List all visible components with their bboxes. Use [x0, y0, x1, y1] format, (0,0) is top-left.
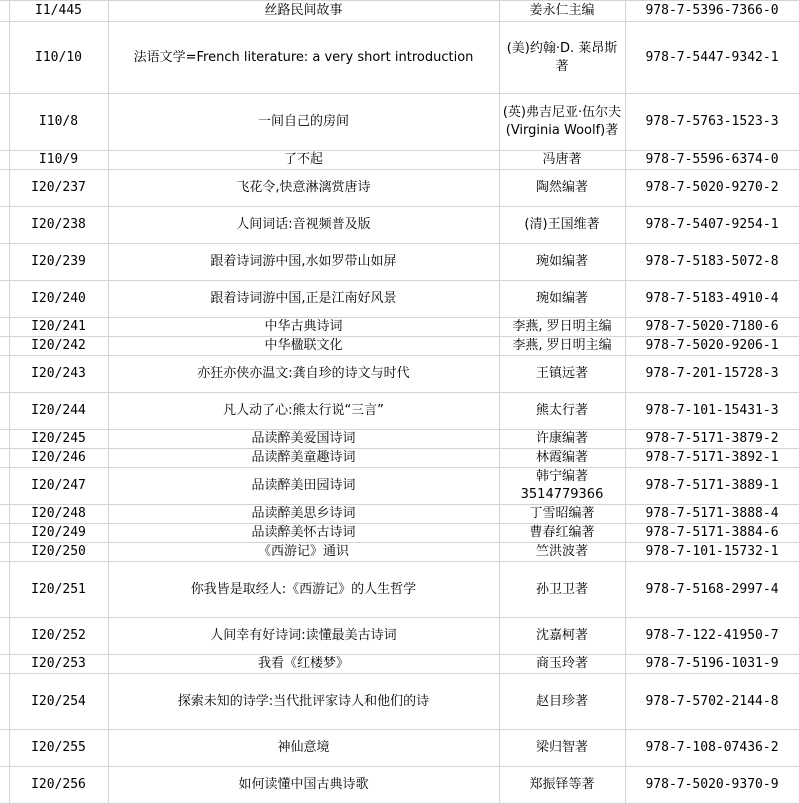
- table-row: [0, 22, 799, 94]
- call-number-cell[interactable]: I20/240: [9, 281, 108, 318]
- isbn-cell[interactable]: 978-7-5407-9254-1: [625, 207, 799, 244]
- table-row: [0, 674, 799, 730]
- author-cell[interactable]: 李燕, 罗日明主编: [499, 337, 625, 356]
- row-gutter: [0, 767, 9, 804]
- isbn-cell[interactable]: 978-7-5020-7180-6: [625, 318, 799, 337]
- author-cell[interactable]: 李燕, 罗日明主编: [499, 318, 625, 337]
- table-row: [0, 94, 799, 151]
- author-cell[interactable]: (英)弗吉尼亚·伍尔夫(Virginia Woolf)著: [499, 94, 625, 151]
- title-cell[interactable]: 中华楹联文化: [108, 337, 499, 356]
- table-row: [0, 244, 799, 281]
- table-row: [0, 356, 799, 393]
- title-cell[interactable]: 了不起: [108, 151, 499, 170]
- isbn-cell[interactable]: 978-7-5168-2997-4: [625, 562, 799, 618]
- title-cell[interactable]: 品读醉美思乡诗词: [108, 505, 499, 524]
- row-gutter: [0, 318, 9, 337]
- isbn-cell[interactable]: 978-7-5171-3879-2: [625, 430, 799, 449]
- table-row: [0, 337, 799, 356]
- call-number-cell[interactable]: I20/242: [9, 337, 108, 356]
- row-gutter: [0, 505, 9, 524]
- table-row: [0, 524, 799, 543]
- table-row: [0, 151, 799, 170]
- isbn-cell[interactable]: 978-7-122-41950-7: [625, 618, 799, 655]
- author-cell[interactable]: 赵目珍著: [499, 674, 625, 730]
- author-cell[interactable]: (清)王国维著: [499, 207, 625, 244]
- author-cell[interactable]: 孙卫卫著: [499, 562, 625, 618]
- title-cell[interactable]: 品读醉美怀古诗词: [108, 524, 499, 543]
- author-cell[interactable]: 郑振铎等著: [499, 767, 625, 804]
- row-gutter: [0, 281, 9, 318]
- call-number-cell[interactable]: I10/9: [9, 151, 108, 170]
- row-gutter: [0, 655, 9, 674]
- table-row: [0, 281, 799, 318]
- row-gutter: [0, 22, 9, 94]
- isbn-cell[interactable]: 978-7-5020-9370-9: [625, 767, 799, 804]
- call-number-cell[interactable]: I10/10: [9, 22, 108, 94]
- table-row: [0, 767, 799, 804]
- call-number-cell[interactable]: I20/249: [9, 524, 108, 543]
- row-gutter: [0, 207, 9, 244]
- row-gutter: [0, 170, 9, 207]
- call-number-cell[interactable]: I20/252: [9, 618, 108, 655]
- author-cell[interactable]: 许康编著: [499, 430, 625, 449]
- table-row: [0, 170, 799, 207]
- author-cell[interactable]: 姜永仁主编: [499, 1, 625, 22]
- row-gutter: [0, 393, 9, 430]
- title-cell[interactable]: 亦狂亦侠亦温文:龚自珍的诗文与时代: [108, 356, 499, 393]
- call-number-cell[interactable]: I20/237: [9, 170, 108, 207]
- isbn-cell[interactable]: 978-7-5020-9206-1: [625, 337, 799, 356]
- call-number-cell[interactable]: I20/243: [9, 356, 108, 393]
- row-gutter: [0, 543, 9, 562]
- author-cell[interactable]: 王镇远著: [499, 356, 625, 393]
- title-cell[interactable]: 法语文学=French literature: a very short introduction: [108, 22, 499, 94]
- table-row: [0, 655, 799, 674]
- table-row: [0, 562, 799, 618]
- row-gutter: [0, 562, 9, 618]
- author-cell[interactable]: 沈嘉柯著: [499, 618, 625, 655]
- row-gutter: [0, 94, 9, 151]
- isbn-cell[interactable]: 978-7-5183-4910-4: [625, 281, 799, 318]
- table-row: [0, 449, 799, 468]
- isbn-cell[interactable]: 978-7-5183-5072-8: [625, 244, 799, 281]
- title-cell[interactable]: 如何读懂中国古典诗歌: [108, 767, 499, 804]
- call-number-cell[interactable]: I20/255: [9, 730, 108, 767]
- author-cell[interactable]: 竺洪波著: [499, 543, 625, 562]
- table-row: [0, 318, 799, 337]
- title-cell[interactable]: 你我皆是取经人:《西游记》的人生哲学: [108, 562, 499, 618]
- table-row: [0, 207, 799, 244]
- title-cell[interactable]: 《西游记》通识: [108, 543, 499, 562]
- call-number-cell[interactable]: I20/254: [9, 674, 108, 730]
- call-number-cell[interactable]: I20/246: [9, 449, 108, 468]
- author-cell[interactable]: 丁雪昭编著: [499, 505, 625, 524]
- call-number-cell[interactable]: I20/248: [9, 505, 108, 524]
- row-gutter: [0, 730, 9, 767]
- call-number-cell[interactable]: I20/241: [9, 318, 108, 337]
- table-row: [0, 618, 799, 655]
- row-gutter: [0, 244, 9, 281]
- call-number-cell[interactable]: I20/245: [9, 430, 108, 449]
- call-number-cell[interactable]: I20/251: [9, 562, 108, 618]
- title-cell[interactable]: 品读醉美田园诗词: [108, 468, 499, 505]
- call-number-cell[interactable]: I20/239: [9, 244, 108, 281]
- author-cell[interactable]: 陶然编著: [499, 170, 625, 207]
- call-number-cell[interactable]: I20/247: [9, 468, 108, 505]
- isbn-cell[interactable]: 978-7-5196-1031-9: [625, 655, 799, 674]
- isbn-cell[interactable]: 978-7-5596-6374-0: [625, 151, 799, 170]
- title-cell[interactable]: 飞花令,快意淋漓赏唐诗: [108, 170, 499, 207]
- call-number-cell[interactable]: I20/238: [9, 207, 108, 244]
- author-cell[interactable]: 冯唐著: [499, 151, 625, 170]
- title-cell[interactable]: 神仙意境: [108, 730, 499, 767]
- table-row: [0, 468, 799, 505]
- isbn-cell[interactable]: 978-7-5171-3892-1: [625, 449, 799, 468]
- table-row: [0, 505, 799, 524]
- row-gutter: [0, 468, 9, 505]
- isbn-cell[interactable]: 978-7-5171-3888-4: [625, 505, 799, 524]
- call-number-cell[interactable]: I10/8: [9, 94, 108, 151]
- row-gutter: [0, 1, 9, 22]
- table-row: [0, 1, 799, 22]
- table-row: [0, 393, 799, 430]
- author-cell[interactable]: 琬如编著: [499, 244, 625, 281]
- title-cell[interactable]: 品读醉美童趣诗词: [108, 449, 499, 468]
- title-cell[interactable]: 我看《红楼梦》: [108, 655, 499, 674]
- author-cell[interactable]: 琬如编著: [499, 281, 625, 318]
- author-cell[interactable]: 熊太行著: [499, 393, 625, 430]
- isbn-cell[interactable]: 978-7-201-15728-3: [625, 356, 799, 393]
- row-gutter: [0, 356, 9, 393]
- title-cell[interactable]: 一间自己的房间: [108, 94, 499, 151]
- isbn-cell[interactable]: 978-7-5171-3889-1: [625, 468, 799, 505]
- title-cell[interactable]: 品读醉美爱国诗词: [108, 430, 499, 449]
- isbn-cell[interactable]: 978-7-5447-9342-1: [625, 22, 799, 94]
- title-cell[interactable]: 跟着诗词游中国,正是江南好风景: [108, 281, 499, 318]
- isbn-cell[interactable]: 978-7-108-07436-2: [625, 730, 799, 767]
- isbn-cell[interactable]: 978-7-5763-1523-3: [625, 94, 799, 151]
- row-gutter: [0, 337, 9, 356]
- isbn-cell[interactable]: 978-7-5171-3884-6: [625, 524, 799, 543]
- author-cell[interactable]: (美)约翰·D. 莱昂斯著: [499, 22, 625, 94]
- author-cell[interactable]: 梁归智著: [499, 730, 625, 767]
- author-cell[interactable]: 林霞编著: [499, 449, 625, 468]
- isbn-cell[interactable]: 978-7-5702-2144-8: [625, 674, 799, 730]
- row-gutter: [0, 674, 9, 730]
- isbn-cell[interactable]: 978-7-101-15431-3: [625, 393, 799, 430]
- title-cell[interactable]: 人间幸有好诗词:读懂最美古诗词: [108, 618, 499, 655]
- isbn-cell[interactable]: 978-7-5020-9270-2: [625, 170, 799, 207]
- row-gutter: [0, 449, 9, 468]
- title-cell[interactable]: 人间词话:音视频普及版: [108, 207, 499, 244]
- isbn-cell[interactable]: 978-7-101-15732-1: [625, 543, 799, 562]
- author-cell[interactable]: 商玉玲著: [499, 655, 625, 674]
- title-cell[interactable]: 丝路民间故事: [108, 1, 499, 22]
- row-gutter: [0, 524, 9, 543]
- call-number-cell[interactable]: I20/250: [9, 543, 108, 562]
- call-number-cell[interactable]: I20/244: [9, 393, 108, 430]
- table-row: [0, 543, 799, 562]
- row-gutter: [0, 618, 9, 655]
- title-cell[interactable]: 探索未知的诗学:当代批评家诗人和他们的诗: [108, 674, 499, 730]
- call-number-cell[interactable]: I20/256: [9, 767, 108, 804]
- title-cell[interactable]: 跟着诗词游中国,水如罗带山如屏: [108, 244, 499, 281]
- row-gutter: [0, 430, 9, 449]
- call-number-cell[interactable]: I1/445: [9, 1, 108, 22]
- title-cell[interactable]: 中华古典诗词: [108, 318, 499, 337]
- author-cell[interactable]: 曹春红编著: [499, 524, 625, 543]
- table-row: [0, 430, 799, 449]
- title-cell[interactable]: 凡人动了心:熊太行说“三言”: [108, 393, 499, 430]
- isbn-cell[interactable]: 978-7-5396-7366-0: [625, 1, 799, 22]
- author-cell[interactable]: 韩宁编著 3514779366: [499, 468, 625, 505]
- row-gutter: [0, 151, 9, 170]
- call-number-cell[interactable]: I20/253: [9, 655, 108, 674]
- table-row: [0, 730, 799, 767]
